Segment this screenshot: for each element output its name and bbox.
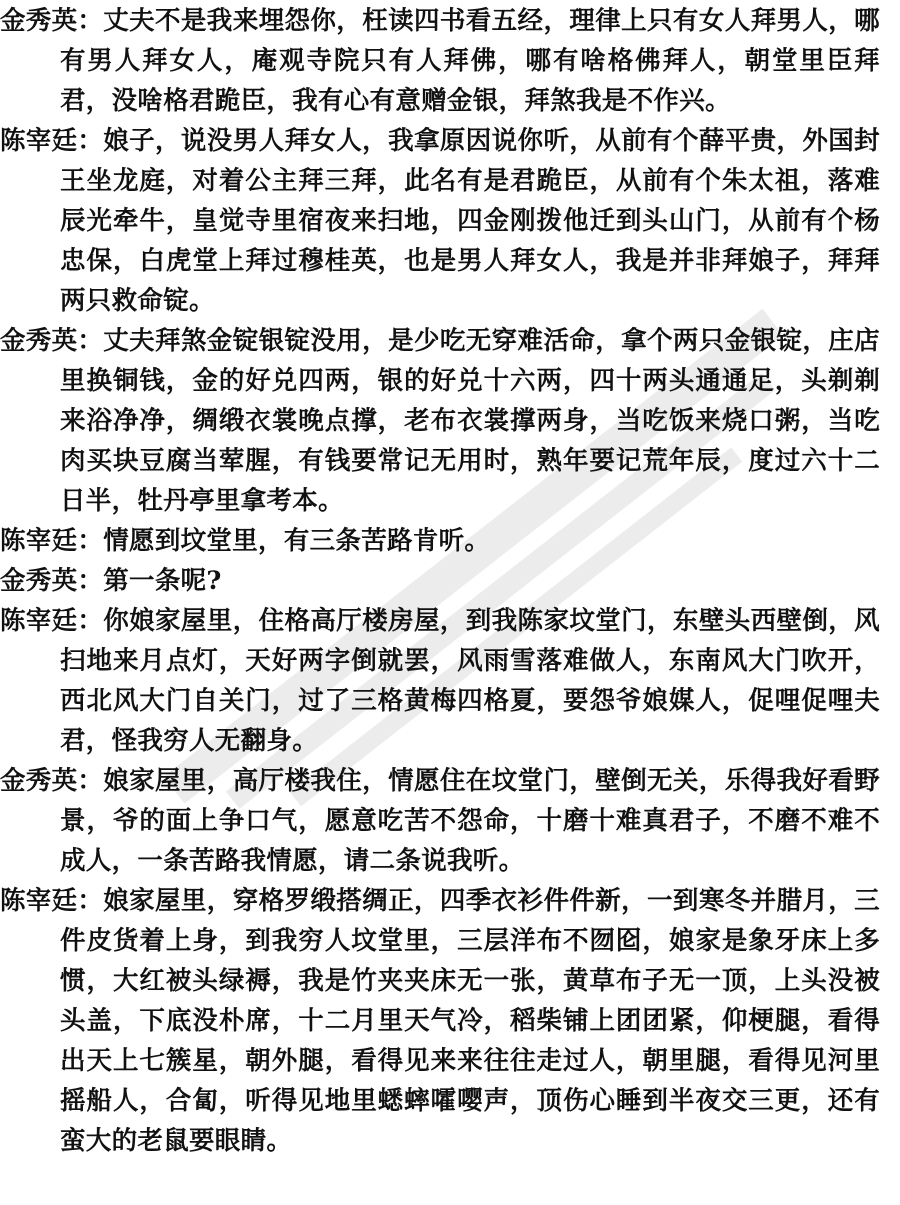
dialogue-turn — [0, 521, 880, 561]
speaker-name: 陈宰廷： — [0, 126, 104, 156]
speech-text: 娘子，说没男人拜女人，我拿原因说你听，从前有个薛平贵，外国封王坐龙庭，对着公主拜三拜，此名有是君跪臣，从前有个朱太祖，落难辰光牵牛，皇觉寺里宿夜来扫地，四金刚拨他迁到头山门，从前有个杨忠保，白虎堂上拜过穆桂英，也是男人拜女人，我是并非拜娘子，拜拜两只救命锭。 — [60, 126, 880, 316]
dialogue-turn — [0, 321, 880, 521]
speaker-name: 金秀英： — [0, 566, 104, 596]
speech-text: 丈夫拜煞金锭银锭没用，是少吃无穿难活命，拿个两只金银锭，庄店里换铜钱，金的好兑四两，银的好兑十六两，四十两头通通足，头剃剃来浴净净，绸缎衣裳晚点撑，老布衣裳撑两身，当吃饭来烧口粥，当吃肉买块豆腐当荤腥，有钱要常记无用时，熟年要记荒年辰，度过六十二日半，牡丹亭里拿考本。 — [60, 326, 880, 516]
speaker-name: 金秀英： — [0, 326, 104, 356]
dialogue-turn — [0, 601, 880, 761]
speech-text: 娘家屋里，高厅楼我住，情愿住在坟堂门，壁倒无关，乐得我好看野景，爷的面上争口气，愿意吃苦不怨命，十磨十难真君子，不磨不难不成人，一条苦路我情愿，请二条说我听。 — [60, 766, 880, 876]
speaker-name: 金秀英： — [0, 6, 104, 36]
speaker-name: 陈宰廷： — [0, 606, 104, 636]
speaker-name: 陈宰廷： — [0, 886, 104, 916]
dialogue-turn — [0, 561, 880, 601]
dialogue-turn — [0, 121, 880, 321]
dialogue-turn — [0, 761, 880, 881]
speech-text: 丈夫不是我来埋怨你，枉读四书看五经，理律上只有女人拜男人，哪有男人拜女人，庵观寺院只有人拜佛，哪有啥格佛拜人，朝堂里臣拜君，没啥格君跪臣，我有心有意赠金银，拜煞我是不作兴。 — [60, 6, 880, 116]
dialogue-turn — [0, 1, 880, 121]
speaker-name: 陈宰廷： — [0, 526, 104, 556]
speech-text: 娘家屋里，穿格罗缎搭绸正，四季衣衫件件新，一到寒冬并腊月，三件皮货着上身，到我穷人坟堂里，三层洋布不囫囵，娘家是象牙床上多惯，大红被头绿褥，我是竹夹夹床无一张，黄草布子无一顶，上头没被头盖，下底没朴席，十二月里天气冷，稻柴铺上团团紧，仰梗腿，看得出天上七簇星，朝外腿，看得见来来往往走过人，朝里腿，看得见河里摇船人，合匐，听得见地里蟋蟀嚯嘤声，顶伤心睡到半夜交三更，还有蛮大的老鼠要眼睛。 — [60, 886, 880, 1156]
speech-text: 你娘家屋里，住格高厅楼房屋，到我陈家坟堂门，东壁头西壁倒，风扫地来月点灯，天好两字倒就罢，风雨雪落难做人，东南风大门吹开，西北风大门自关门，过了三格黄梅四格夏，要怨爷娘媒人，促哩促哩夫君，怪我穷人无翻身。 — [60, 606, 880, 756]
speech-text: 第一条呢? — [103, 566, 222, 596]
speaker-name: 金秀英： — [0, 766, 104, 796]
speech-text: 情愿到坟堂里，有三条苦路肯听。 — [103, 526, 491, 556]
dialogue-turn — [0, 881, 880, 1161]
